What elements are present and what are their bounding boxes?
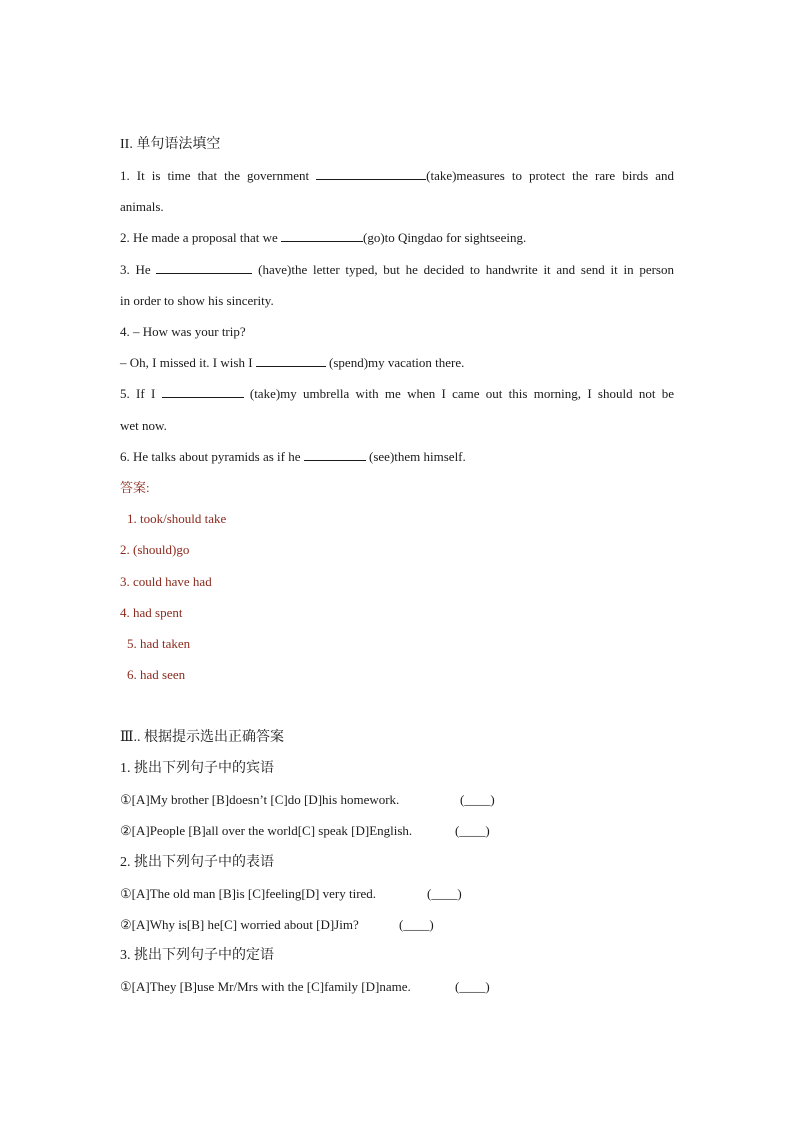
section3-q3-title: 3. 挑出下列句子中的定语 [120,948,274,963]
answer-4: 4. had spent [120,605,183,620]
answer-1: 1. took/should take [127,511,227,526]
section3-q3-item1: ①[A]They [B]use Mr/Mrs with the [C]family [D]name. (____) [120,979,490,994]
answer-blank-5[interactable] [162,386,244,398]
question-1-cont: animals. [120,199,164,214]
section3-q2-item1: ①[A]The old man [B]is [C]feeling[D] very tired. (____) [120,886,462,901]
section2-heading: II. 单句语法填空 [120,137,221,152]
choice-blank[interactable]: (____) [399,917,434,932]
question-5: 5. If I (take)my umbrella with me when I came out this morning, I should not be [120,386,675,401]
section3-q2-title: 2. 挑出下列句子中的表语 [120,855,274,870]
question-1: 1. It is time that the government (take)measures to protect the rare birds and [120,168,675,183]
answer-5: 5. had taken [127,636,191,651]
answer-3: 3. could have had [120,574,212,589]
question-5-cont: wet now. [120,418,167,433]
answer-blank-4[interactable] [256,355,326,367]
section3-q1-item2: ②[A]People [B]all over the world[C] speak [D]English. (____) [120,823,490,838]
question-3: 3. He (have)the letter typed, but he decided to handwrite it and send it in person [120,262,674,277]
question-4: 4. – How was your trip? [120,324,246,339]
answer-label: 答案: [120,480,150,495]
answer-2: 2. (should)go [120,542,190,557]
answer-blank-3[interactable] [156,262,252,274]
question-4-reply: – Oh, I missed it. I wish I (spend)my vacation there. [120,355,465,370]
choice-blank[interactable]: (____) [455,823,490,838]
section3-q1-title: 1. 挑出下列句子中的宾语 [120,761,274,776]
choice-blank[interactable]: (____) [455,979,490,994]
question-2: 2. He made a proposal that we (go)to Qingdao for sightseeing. [120,230,527,245]
section3-heading: Ⅲ.. 根据提示选出正确答案 [120,730,285,745]
question-3-cont: in order to show his sincerity. [120,293,274,308]
question-6: 6. He talks about pyramids as if he (see)them himself. [120,449,466,464]
answer-blank-2[interactable] [281,230,363,242]
answer-blank-6[interactable] [304,449,366,461]
answer-6: 6. had seen [127,667,186,682]
answer-blank-1[interactable] [316,168,426,180]
section3-q2-item2: ②[A]Why is[B] he[C] worried about [D]Jim? (____) [120,917,434,932]
choice-blank[interactable]: (____) [427,886,462,901]
section3-q1-item1: ①[A]My brother [B]doesn’t [C]do [D]his homework. (____) [120,792,495,807]
choice-blank[interactable]: (____) [460,792,495,807]
